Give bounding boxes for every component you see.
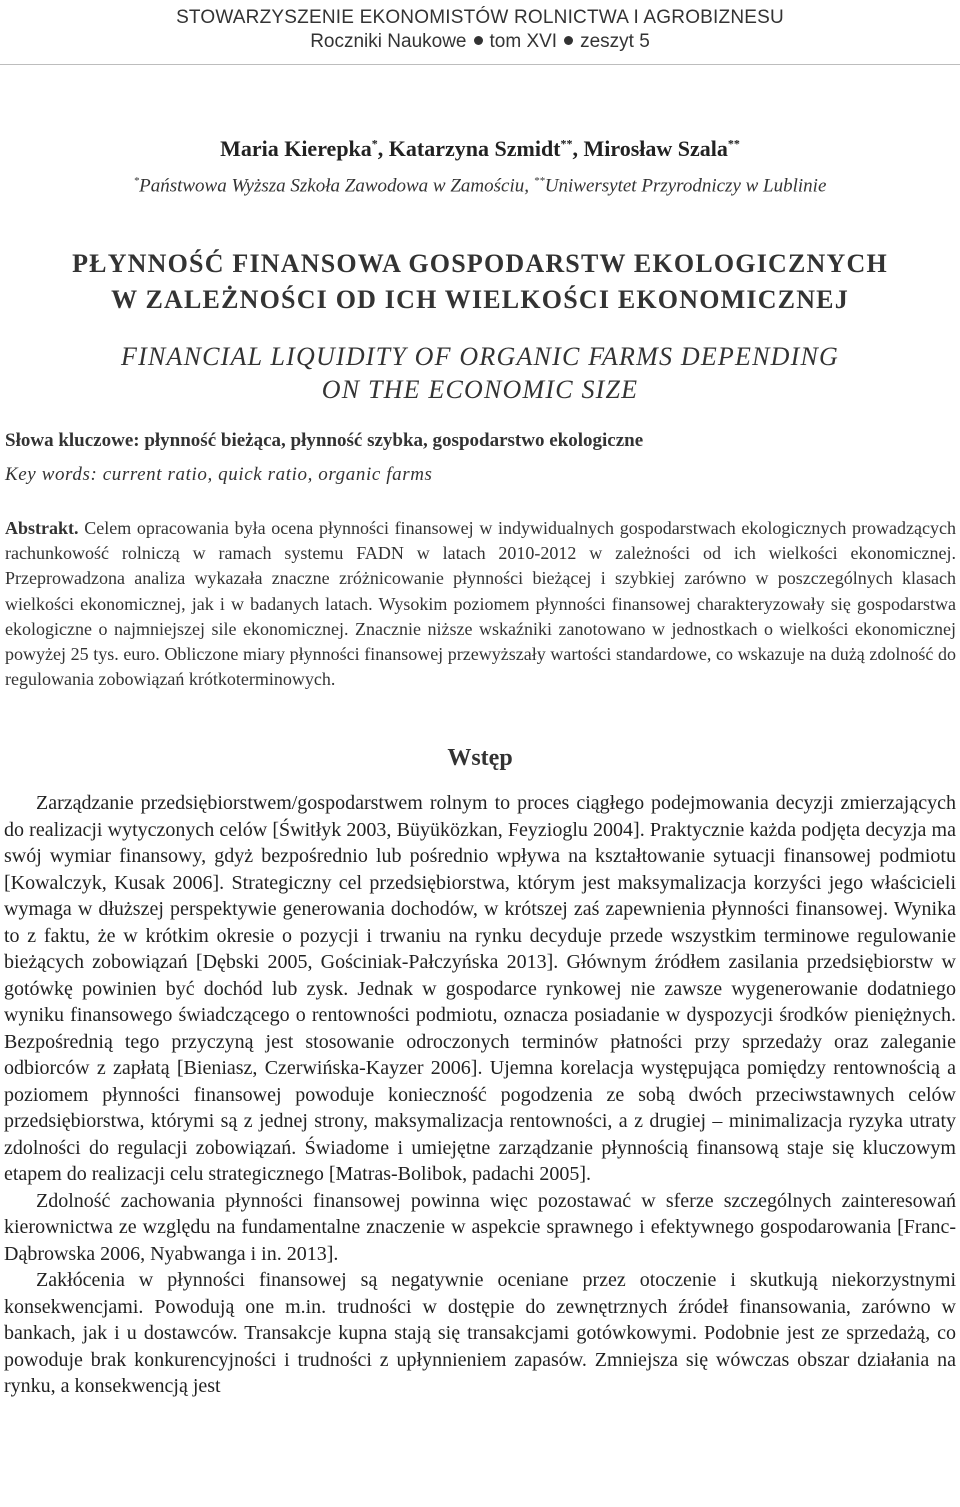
body-paragraph: Zakłócenia w płynności finansowej są negatywnie oceniane przez otoczenie i skutkują niekorzystnymi konsekwencjami. Powodują one m.in. trudności w dostępie do zewnętrznych źródeł finansowania, zarówno w bankach, jak i u dostawców. Transakcje kupna stają się transakcjami gotówkowymi. Podobnie jest ze sprzedażą, co powoduje brak konkurencyjności i trudności z upłynnieniem zapasów. Zmniejsza się wówczas obszar działania na rynku, a konsekwencją jest [4,1269,956,1397]
affiliation-name: Uniwersytet Przyrodniczy w Lublinie [544,175,827,197]
journal-info [0,30,960,54]
author-name: Katarzyna Szmidt [388,136,561,161]
author-name: Mirosław Szala [583,136,728,161]
title-english-line: FINANCIAL LIQUIDITY OF ORGANIC FARMS DEPENDING [121,342,839,371]
abstract [5,516,956,692]
author-separator: , [377,136,389,161]
author [220,136,378,161]
title-english-line: ON THE ECONOMIC SIZE [321,375,639,404]
body-text [4,790,956,1400]
keywords-english: Key words: current ratio, quick ratio, organic farms [5,464,433,485]
bullet-icon [564,36,573,45]
author-mark: ** [560,136,573,151]
title-polish-line: W ZALEŻNOŚCI OD ICH WIELKOŚCI EKONOMICZNEJ [111,285,849,314]
author-separator: , [572,136,584,161]
author-mark: ** [727,136,740,151]
keywords-polish: Słowa kluczowe: płynność bieżąca, płynność szybka, gospodarstwo ekologiczne [5,430,644,451]
author-list [0,136,960,162]
author [584,136,740,161]
abstract-text: Celem opracowania była ocena płynności finansowej w indywidualnych gospodarstwach ekologicznych prowadzących rachunkowość rolniczą w ramach systemu FADN w latach 2010-2012 w zależności od ich wielkości ekonomicznej. Przeprowadzona analiza wykazała znaczne zróżnicowanie płynności bieżącej i szybkiej zarówno w poszczególnych klasach wielkości ekonomicznej, jak i w badanych latach. Wysokim poziomem płynności finansowej charakteryzowały się gospodarstwa ekologiczne o najmniejszej sile ekonomicznej. Znacznie niższe wskaźniki zanotowano w jednostkach o wielkości ekonomicznej powyżej 25 tys. euro. Obliczone miary płynności finansowej przewyższały wartości standardowe, co wskazuje na dużą zdolność do regulowania zobowiązań krótkoterminowych. [5,518,956,690]
affiliation-mark: ** [533,175,545,187]
affiliation-name: Państwowa Wyższa Szkoła Zawodowa w Zamościu [139,175,525,197]
affiliation-separator: , [524,175,534,197]
author-name: Maria Kierepka [220,136,372,161]
affiliation-list [0,175,960,197]
bullet-icon [474,36,483,45]
association-name: STOWARZYSZENIE EKONOMISTÓW ROLNICTWA I AGROBIZNESU [176,7,784,28]
affiliation-mark: * [133,175,140,187]
title-polish-line: PŁYNNOŚĆ FINANSOWA GOSPODARSTW EKOLOGICZNYCH [72,249,888,278]
title-polish [0,246,960,318]
journal-issue: zeszyt 5 [580,31,650,52]
body-paragraph: Zdolność zachowania płynności finansowej powinna więc pozostawać w sferze szczególnych zainteresowań kierownictwa ze względu na fundamentalne znaczenie w aspekcie sprawnego i efektywnego gospodarowania [Franc-Dąbrowska 2006, Nyabwanga i in. 2013]. [4,1189,956,1265]
abstract-label: Abstrakt. [5,518,79,538]
journal-header [0,6,960,54]
author [389,136,573,161]
section-heading: Wstęp [447,745,513,771]
journal-name: Roczniki Naukowe [310,31,467,52]
journal-volume: tom XVI [489,31,558,52]
body-paragraph: Zarządzanie przedsiębiorstwem/gospodarstwem rolnym to proces ciągłego podejmowania decyzji zmierzających do realizacji wytyczonych celów [Świtłyk 2003, Büyüközkan, Feyzioglu 2004]. Praktycznie każda podjęta decyzja ma swój wymiar finansowy, gdyż bezpośrednio lub pośrednio wpływa na kształtowanie sytuacji finansowej podmiotu [Kowalczyk, Kusak 2006]. Strategiczny cel przedsiębiorstwa, którym jest maksymalizacja korzyści jego właścicieli wymaga w dłuższej perspektywie generowania dochodów, w krótszej zaś zapewnienia płynności finansowej. Wynika to z faktu, że w krótkim okresie o pozycji i trwaniu na rynku decyduje przede wszystkim terminowe regulowanie bieżących zobowiązań [Dębski 2005, Gościniak-Pałczyńska 2013]. Głównym źródłem zasilania przedsiębiorstw w gotówkę powinien być dochód lub zysk. Jednak w gospodarce rynkowej nie zawsze wygenerowanie dodatniego wyniku finansowego świadczącego o rentowności podmiotu, oznacza posiadanie w dyspozycji środków pieniężnych. Bezpośrednią tego przyczyną jest stosowanie odroczonych terminów płatności przy sprzedaży oraz zaleganie odbiorców z zapłatą [Bieniasz, Czerwińska-Kayzer 2006]. Ujemna korelacja występująca pomiędzy rentownością a poziomem płynności finansowej powoduje konieczność pogodzenia ze sobą dwóch przeciwstawnych celów przedsiębiorstwa, którymi są z jednej strony, maksymalizacja rentowności, a z drugiej – minimalizacja ryzyka utraty zdolności do regulacji zobowiązań. Świadome i umiejętne zarządzanie płynnością finansową staje się kluczowym etapem do realizacji celu strategicznego [Matras-Bolibok, padachi 2005]. [4,792,956,1185]
title-english [0,340,960,406]
author-mark: * [371,136,378,151]
header-divider [0,64,960,65]
